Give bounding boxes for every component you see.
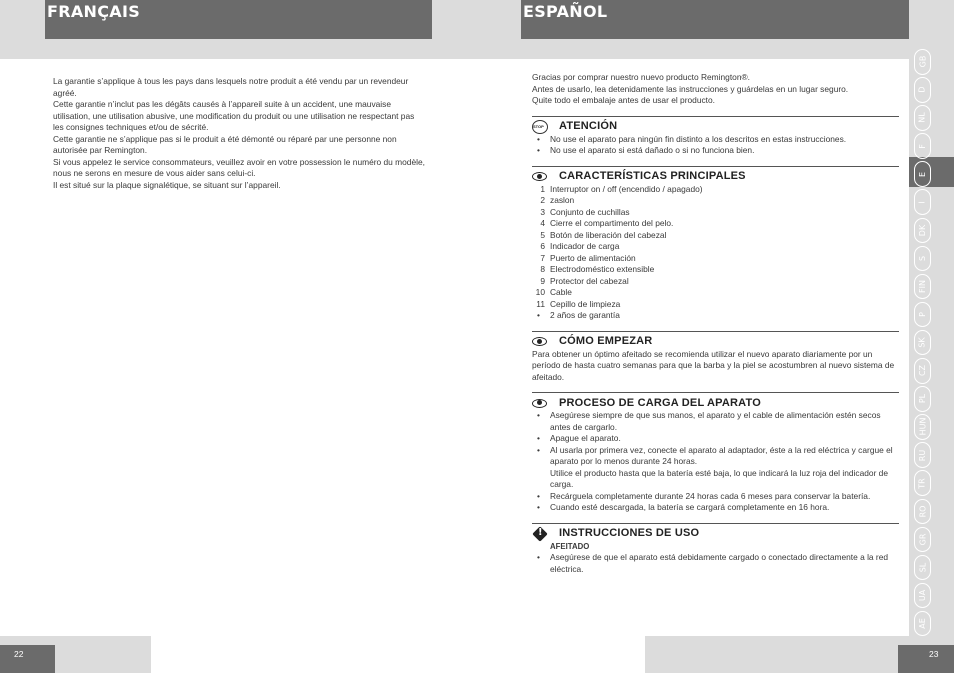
list-item: 3 Conjunto de cuchillas xyxy=(540,206,630,217)
page-number-right: 23 xyxy=(898,645,954,673)
subheading-afeitado: AFEITADO xyxy=(550,541,590,551)
language-tab[interactable]: RU xyxy=(914,442,931,468)
list-item: 8 Electrodoméstico extensible xyxy=(540,264,655,274)
attention-list xyxy=(532,134,899,157)
list-item: 10 Cable xyxy=(535,287,572,297)
list-item: • Cuando esté descargada, la batería se cargará completamente en 16 hora. xyxy=(550,502,899,514)
section-heading-attention xyxy=(532,116,899,134)
list-item: • Al usarla por primera vez, conecte el aparato al adaptador, éste a la red eléctrica y cargue el aparato por lo menos durante 24 horas. Utilice el producto hasta que la batería esté baja, lo que indicará la luz roja del indicador de carga. xyxy=(550,445,899,491)
language-tab[interactable]: F xyxy=(914,133,931,159)
section-title: INSTRUCCIONES DE USO xyxy=(559,527,700,540)
stop-icon: STOP xyxy=(532,120,548,134)
language-tab[interactable]: TR xyxy=(914,470,931,496)
list-item: • Asegúrese de que el aparato está debidamente cargado o conectado directamente a la red eléctrica. xyxy=(550,552,899,575)
language-tab[interactable]: I xyxy=(914,189,931,215)
paragraph: Si vous appelez le service consommateurs, veuillez avoir en votre possession le numéro du modèle, nous ne serons en mesure de vous aider sans celui-ci. xyxy=(53,156,425,178)
language-tab[interactable]: SL xyxy=(914,555,931,581)
list-item: 2 zaslon xyxy=(540,195,575,205)
list-item: • No use el aparato si está dañado o si no funciona bien. xyxy=(550,145,899,157)
page-title-spanish: ESPAÑOL xyxy=(521,0,909,39)
language-tab[interactable]: HUN xyxy=(914,414,931,440)
language-tabs xyxy=(914,49,934,639)
paragraph: Quite todo el embalaje antes de usar el producto. xyxy=(532,95,715,105)
section-title: CARACTERÍSTICAS PRINCIPALES xyxy=(559,170,746,183)
features-list xyxy=(532,184,899,311)
page-number-left: 22 xyxy=(0,645,55,673)
section-heading-usage xyxy=(532,523,899,541)
list-item: 7 Puerto de alimentación xyxy=(540,252,636,263)
language-tab[interactable]: NL xyxy=(914,105,931,131)
language-tab[interactable]: AE xyxy=(914,611,931,637)
language-tab[interactable]: P xyxy=(914,302,931,328)
list-item: 4 Cierre el compartimento del pelo. xyxy=(540,218,674,228)
section-title: PROCESO DE CARGA DEL APARATO xyxy=(559,396,761,409)
language-tab-active[interactable]: E xyxy=(914,161,931,187)
section-title: CÓMO EMPEZAR xyxy=(559,335,653,348)
spanish-content xyxy=(532,72,899,575)
eye-icon xyxy=(532,170,548,184)
charging-list xyxy=(532,410,899,514)
list-item: • Recárguela completamente durante 24 horas cada 6 meses para conservar la batería. xyxy=(550,491,899,503)
language-tab[interactable]: PL xyxy=(914,386,931,412)
section-title: ATENCIÓN xyxy=(559,120,618,133)
language-tab[interactable]: GB xyxy=(914,49,931,75)
usage-list xyxy=(532,552,899,575)
paragraph: La garantie s’applique à tous les pays dans lesquels notre produit a été vendu par un revendeur agréé. xyxy=(53,76,409,98)
language-tab[interactable]: GR xyxy=(914,527,931,553)
list-item: • Asegúrese siempre de que sus manos, el aparato y el cable de alimentación estén secos antes de cargarlo. xyxy=(550,410,899,433)
language-tab[interactable]: DK xyxy=(914,218,931,244)
section-heading-features xyxy=(532,166,899,184)
list-item: 1 Interruptor on / off (encendido / apagado) xyxy=(540,183,703,194)
french-warranty-text xyxy=(53,76,425,191)
paragraph: Antes de usarlo, lea detenidamente las instrucciones y guárdelas en un lugar seguro. xyxy=(532,83,849,94)
warning-icon: ! xyxy=(532,527,548,541)
list-item: • No use el aparato para ningún fin distinto a los descritos en estas instrucciones. xyxy=(550,134,899,146)
list-item: • 2 años de garantía xyxy=(550,310,899,322)
paragraph: Para obtener un óptimo afeitado se recomienda utilizar el nuevo aparato diariamente por un período de hasta cuatro semanas para que la barba y la piel se acostumbren al nuevo sistema de afeitado. xyxy=(532,348,895,382)
section-heading-getting-started xyxy=(532,331,899,349)
language-tab[interactable]: S xyxy=(914,246,931,272)
page-title-french: FRANÇAIS xyxy=(45,0,432,39)
list-item: 5 Botón de liberación del cabezal xyxy=(540,229,667,240)
language-tab[interactable]: SK xyxy=(914,330,931,356)
language-tab[interactable]: FIN xyxy=(914,274,931,300)
charging-note: Utilice el producto hasta que la batería esté baja, lo que indicará la luz roja del indicador de carga. xyxy=(550,467,889,489)
paragraph: Il est situé sur la plaque signalétique, se situant sur l’appareil. xyxy=(53,179,281,190)
language-tab[interactable]: UA xyxy=(914,583,931,609)
eye-icon xyxy=(532,397,548,411)
features-extra xyxy=(532,310,899,322)
paragraph: Gracias por comprar nuestro nuevo producto Remington®. xyxy=(532,72,750,82)
language-tab[interactable]: D xyxy=(914,77,931,103)
language-tab[interactable]: RO xyxy=(914,499,931,525)
footer-band-right xyxy=(645,636,909,673)
language-tab[interactable]: CZ xyxy=(914,358,931,384)
list-item: 9 Protector del cabezal xyxy=(540,275,629,286)
list-item: 11 Cepillo de limpieza xyxy=(536,298,621,309)
list-item: 6 Indicador de carga xyxy=(540,241,620,251)
eye-icon xyxy=(532,335,548,349)
section-heading-charging xyxy=(532,392,899,410)
intro-text xyxy=(532,72,899,107)
paragraph: Cette garantie ne s’applique pas si le produit a été démonté ou réparé par une personne non autorisée par Remington. xyxy=(53,133,397,155)
paragraph: Cette garantie n’inclut pas les dégâts causés à l’appareil suite à un accident, une mauvaise utilisation, une utilisation abusive, une modification du produit ou une utilisation ne respectant pas les consignes techniques et/ou de sécrité. xyxy=(53,99,415,132)
list-item: • Apague el aparato. xyxy=(550,433,899,445)
